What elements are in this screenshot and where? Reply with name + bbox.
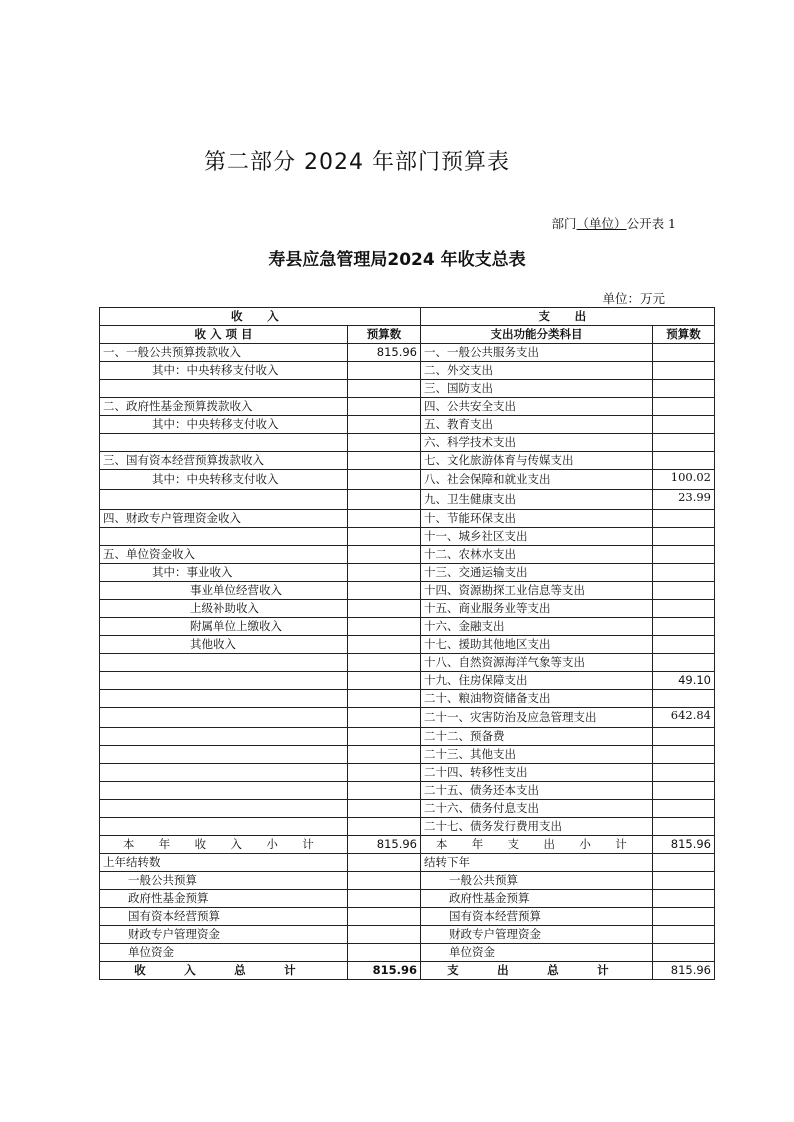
carry-out-item: 财政专户管理资金 [421, 926, 653, 944]
income-item [100, 380, 348, 398]
expense-item: 五、教育支出 [421, 416, 653, 434]
carry-out-item-amount [653, 908, 715, 926]
expense-item: 三、国防支出 [421, 380, 653, 398]
expense-amount [653, 818, 715, 836]
expense-item: 八、社会保障和就业支出 [421, 470, 653, 490]
carry-in-item: 单位资金 [100, 944, 348, 962]
col-expense-amount: 预算数 [653, 326, 715, 344]
income-amount [348, 470, 421, 490]
carry-out-item-amount [653, 944, 715, 962]
table-row [100, 344, 715, 362]
income-item: 其中：中央转移支付收入 [100, 416, 348, 434]
carry-out-amount [653, 854, 715, 872]
expense-amount [653, 636, 715, 654]
table-row [100, 564, 715, 582]
table-row [100, 362, 715, 380]
subtotal-row [100, 836, 715, 854]
header-row-columns [100, 326, 715, 344]
carry-in-item: 财政专户管理资金 [100, 926, 348, 944]
income-amount [348, 618, 421, 636]
table-row [100, 782, 715, 800]
income-amount [348, 546, 421, 564]
table-title: 寿县应急管理局2024 年收支总表 [268, 250, 526, 270]
income-item [100, 782, 348, 800]
expense-item: 十、节能环保支出 [421, 510, 653, 528]
table-row [100, 582, 715, 600]
expense-item: 二十三、其他支出 [421, 746, 653, 764]
expense-amount [653, 582, 715, 600]
carry-in-item-amount [348, 890, 421, 908]
income-amount [348, 728, 421, 746]
income-item [100, 690, 348, 708]
table-row [100, 434, 715, 452]
table-row [100, 452, 715, 470]
income-amount [348, 416, 421, 434]
table-row [100, 398, 715, 416]
expense-amount: 23.99 [653, 490, 715, 510]
carry-out-item: 单位资金 [421, 944, 653, 962]
carry-item-row [100, 872, 715, 890]
expense-item: 二十七、债务发行费用支出 [421, 818, 653, 836]
carry-in-item-amount [348, 872, 421, 890]
form-suffix: 公开表 1 [626, 216, 676, 231]
income-amount [348, 782, 421, 800]
income-amount: 815.96 [348, 344, 421, 362]
income-item: 一、一般公共预算拨款收入 [100, 344, 348, 362]
income-amount [348, 746, 421, 764]
table-row [100, 470, 715, 490]
income-amount [348, 564, 421, 582]
carry-in-item: 国有资本经营预算 [100, 908, 348, 926]
carry-out-item-amount [653, 926, 715, 944]
carry-row [100, 854, 715, 872]
income-item: 其中：事业收入 [100, 564, 348, 582]
income-item: 五、单位资金收入 [100, 546, 348, 564]
expense-item: 十六、金融支出 [421, 618, 653, 636]
table-row [100, 728, 715, 746]
budget-table-body [100, 308, 715, 980]
income-item: 其他收入 [100, 636, 348, 654]
income-amount [348, 708, 421, 728]
income-amount [348, 672, 421, 690]
income-amount [348, 818, 421, 836]
expense-item: 一、一般公共服务支出 [421, 344, 653, 362]
subtotal-income-label: 本 年 收 入 小 计 [100, 836, 348, 854]
col-income-item: 收 入 项 目 [100, 326, 348, 344]
expense-amount [653, 344, 715, 362]
expense-amount [653, 654, 715, 672]
income-item [100, 746, 348, 764]
income-item: 上级补助收入 [100, 600, 348, 618]
expense-item: 十五、商业服务业等支出 [421, 600, 653, 618]
carry-item-row [100, 908, 715, 926]
expense-item: 二十二、预备费 [421, 728, 653, 746]
carry-in-item-amount [348, 926, 421, 944]
carry-in-amount [348, 854, 421, 872]
total-row [100, 962, 715, 980]
carry-out-item: 一般公共预算 [421, 872, 653, 890]
expense-item: 六、科学技术支出 [421, 434, 653, 452]
income-item [100, 654, 348, 672]
income-item [100, 800, 348, 818]
header-row-top [100, 308, 715, 326]
income-item: 三、国有资本经营预算拨款收入 [100, 452, 348, 470]
expense-amount [653, 600, 715, 618]
table-row [100, 618, 715, 636]
expense-item: 二十、粮油物资储备支出 [421, 690, 653, 708]
expense-amount [653, 800, 715, 818]
expense-amount [653, 618, 715, 636]
carry-out-item-amount [653, 890, 715, 908]
expense-amount [653, 764, 715, 782]
expense-amount [653, 782, 715, 800]
expense-item: 十七、援助其他地区支出 [421, 636, 653, 654]
header-expense: 支 出 [421, 308, 715, 326]
carry-out-item-amount [653, 872, 715, 890]
part-title: 第二部分 2024 年部门预算表 [204, 150, 510, 175]
carry-item-row [100, 926, 715, 944]
total-income-label: 收 入 总 计 [100, 962, 348, 980]
income-item [100, 528, 348, 546]
expense-item: 二十六、债务付息支出 [421, 800, 653, 818]
income-amount [348, 452, 421, 470]
income-item [100, 490, 348, 510]
expense-item: 二十五、债务还本支出 [421, 782, 653, 800]
expense-item: 十一、城乡社区支出 [421, 528, 653, 546]
income-item: 四、财政专户管理资金收入 [100, 510, 348, 528]
expense-item: 十八、自然资源海洋气象等支出 [421, 654, 653, 672]
income-amount [348, 528, 421, 546]
table-row [100, 672, 715, 690]
header-income: 收 入 [100, 308, 421, 326]
income-amount [348, 600, 421, 618]
income-item: 其中：中央转移支付收入 [100, 362, 348, 380]
income-item: 其中：中央转移支付收入 [100, 470, 348, 490]
expense-amount [653, 398, 715, 416]
income-item [100, 818, 348, 836]
form-unit: （单位） [576, 216, 627, 231]
income-item: 附属单位上缴收入 [100, 618, 348, 636]
income-item: 二、政府性基金预算拨款收入 [100, 398, 348, 416]
expense-item: 十三、交通运输支出 [421, 564, 653, 582]
income-amount [348, 582, 421, 600]
total-expense-amount: 815.96 [653, 962, 715, 980]
expense-amount [653, 416, 715, 434]
income-amount [348, 398, 421, 416]
table-row [100, 764, 715, 782]
expense-item: 二、外交支出 [421, 362, 653, 380]
income-item: 事业单位经营收入 [100, 582, 348, 600]
expense-amount [653, 510, 715, 528]
col-income-amount: 预算数 [348, 326, 421, 344]
income-item [100, 728, 348, 746]
expense-amount [653, 564, 715, 582]
income-amount [348, 800, 421, 818]
carry-out-item: 国有资本经营预算 [421, 908, 653, 926]
table-row [100, 818, 715, 836]
subtotal-expense-label: 本 年 支 出 小 计 [421, 836, 653, 854]
table-row [100, 380, 715, 398]
form-number [552, 214, 676, 232]
income-amount [348, 654, 421, 672]
income-amount [348, 434, 421, 452]
subtotal-income-amount: 815.96 [348, 836, 421, 854]
expense-item: 七、文化旅游体育与传媒支出 [421, 452, 653, 470]
expense-amount [653, 690, 715, 708]
carry-in-label: 上年结转数 [100, 854, 348, 872]
expense-item: 十九、住房保障支出 [421, 672, 653, 690]
carry-in-item-amount [348, 944, 421, 962]
table-row [100, 490, 715, 510]
table-row [100, 800, 715, 818]
expense-amount [653, 434, 715, 452]
table-row [100, 416, 715, 434]
form-prefix: 部门 [551, 216, 577, 231]
table-row [100, 510, 715, 528]
table-row [100, 690, 715, 708]
table-row [100, 746, 715, 764]
income-amount [348, 490, 421, 510]
income-amount [348, 764, 421, 782]
expense-amount [653, 528, 715, 546]
income-item [100, 672, 348, 690]
total-income-amount: 815.96 [348, 962, 421, 980]
expense-amount [653, 746, 715, 764]
carry-in-item: 一般公共预算 [100, 872, 348, 890]
total-expense-label: 支 出 总 计 [421, 962, 653, 980]
carry-out-item: 政府性基金预算 [421, 890, 653, 908]
income-item [100, 434, 348, 452]
carry-item-row [100, 944, 715, 962]
expense-amount [653, 546, 715, 564]
expense-amount: 642.84 [653, 708, 715, 728]
expense-amount [653, 380, 715, 398]
expense-item: 四、公共安全支出 [421, 398, 653, 416]
subtotal-expense-amount: 815.96 [653, 836, 715, 854]
expense-amount: 49.10 [653, 672, 715, 690]
table-row [100, 600, 715, 618]
table-row [100, 546, 715, 564]
col-expense-item: 支出功能分类科目 [421, 326, 653, 344]
income-amount [348, 380, 421, 398]
expense-item: 九、卫生健康支出 [421, 490, 653, 510]
table-row [100, 708, 715, 728]
carry-in-item-amount [348, 908, 421, 926]
table-row [100, 654, 715, 672]
carry-in-item: 政府性基金预算 [100, 890, 348, 908]
budget-table [99, 307, 715, 980]
carry-out-label: 结转下年 [421, 854, 653, 872]
income-item [100, 764, 348, 782]
table-row [100, 636, 715, 654]
income-amount [348, 690, 421, 708]
expense-item: 二十四、转移性支出 [421, 764, 653, 782]
expense-item: 十四、资源勘探工业信息等支出 [421, 582, 653, 600]
expense-amount [653, 452, 715, 470]
expense-amount [653, 728, 715, 746]
expense-item: 十二、农林水支出 [421, 546, 653, 564]
table-row [100, 528, 715, 546]
income-amount [348, 636, 421, 654]
expense-amount: 100.02 [653, 470, 715, 490]
income-amount [348, 362, 421, 380]
expense-item: 二十一、灾害防治及应急管理支出 [421, 708, 653, 728]
unit-label: 单位：万元 [602, 291, 665, 306]
income-amount [348, 510, 421, 528]
carry-item-row [100, 890, 715, 908]
income-item [100, 708, 348, 728]
expense-amount [653, 362, 715, 380]
